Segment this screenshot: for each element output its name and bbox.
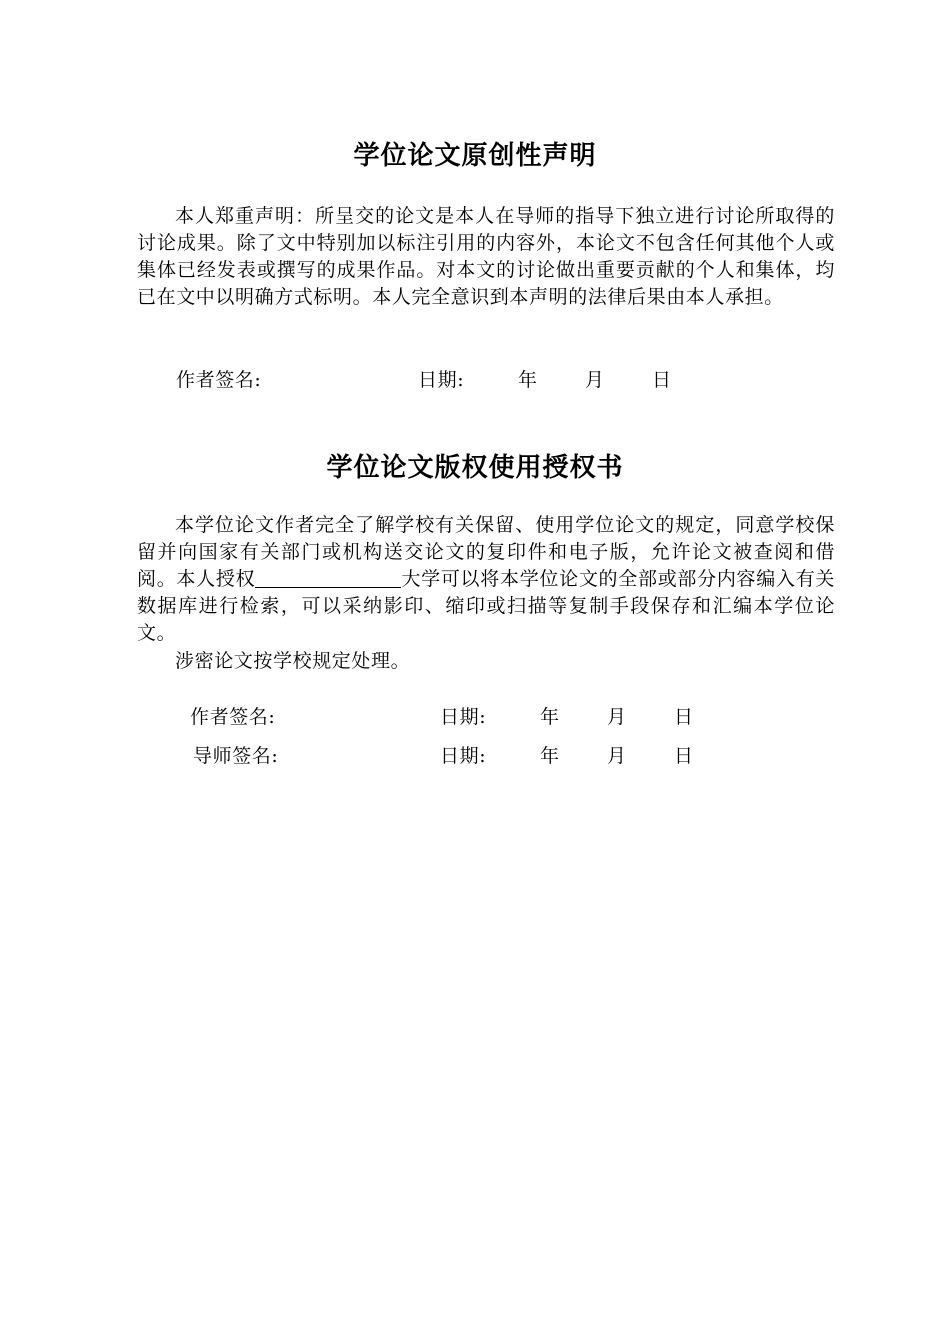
year-label: 年 <box>540 706 560 728</box>
month-label: 月 <box>585 369 605 391</box>
author-signature-label: 作者签名: <box>176 369 262 391</box>
month-label: 月 <box>607 745 627 767</box>
date-label: 日期: <box>440 745 487 767</box>
author-signature-line <box>0 702 950 732</box>
secret-thesis-note: 涉密论文按学校规定处理。 <box>175 650 411 672</box>
author-signature-label: 作者签名: <box>190 706 276 728</box>
date-label: 日期: <box>418 369 465 391</box>
year-label: 年 <box>540 745 560 767</box>
advisor-signature-label: 导师签名: <box>193 745 279 767</box>
advisor-signature-line <box>0 741 950 771</box>
day-label: 日 <box>674 706 694 728</box>
year-label: 年 <box>518 369 538 391</box>
authorization-body-part2: 大学可以将本学位论文的全部或部分内容编入有关数据库进行检索，可以采纳影印、缩印或扫描等复制手段保存和汇编本学位论文。 <box>137 568 836 644</box>
authorization-title: 学位论文版权使用授权书 <box>326 453 624 483</box>
university-name-blank <box>255 567 401 588</box>
month-label: 月 <box>607 706 627 728</box>
authorization-body <box>137 512 835 647</box>
declaration-signature-line <box>0 365 950 395</box>
declaration-body: 本人郑重声明：所呈交的论文是本人在导师的指导下独立进行讨论所取得的讨论成果。除了文中特别加以标注引用的内容外，本论文不包含任何其他个人或集体已经发表或撰写的成果作品。对本文的讨论做出重要贡献的个人和集体，均已在文中以明确方式标明。本人完全意识到本声明的法律后果由本人承担。 <box>137 205 835 308</box>
date-label: 日期: <box>440 706 487 728</box>
day-label: 日 <box>652 369 672 391</box>
day-label: 日 <box>674 745 694 767</box>
authorization-body-part1: 本学位论文作者完全了解学校有关保留、使用学位论文的规定，同意学校保留并向国家有关部门或机构送交论文的复印件和电子版，允许论文被查阅和借阅。本人授权 <box>137 514 835 590</box>
declaration-title: 学位论文原创性声明 <box>353 141 597 171</box>
